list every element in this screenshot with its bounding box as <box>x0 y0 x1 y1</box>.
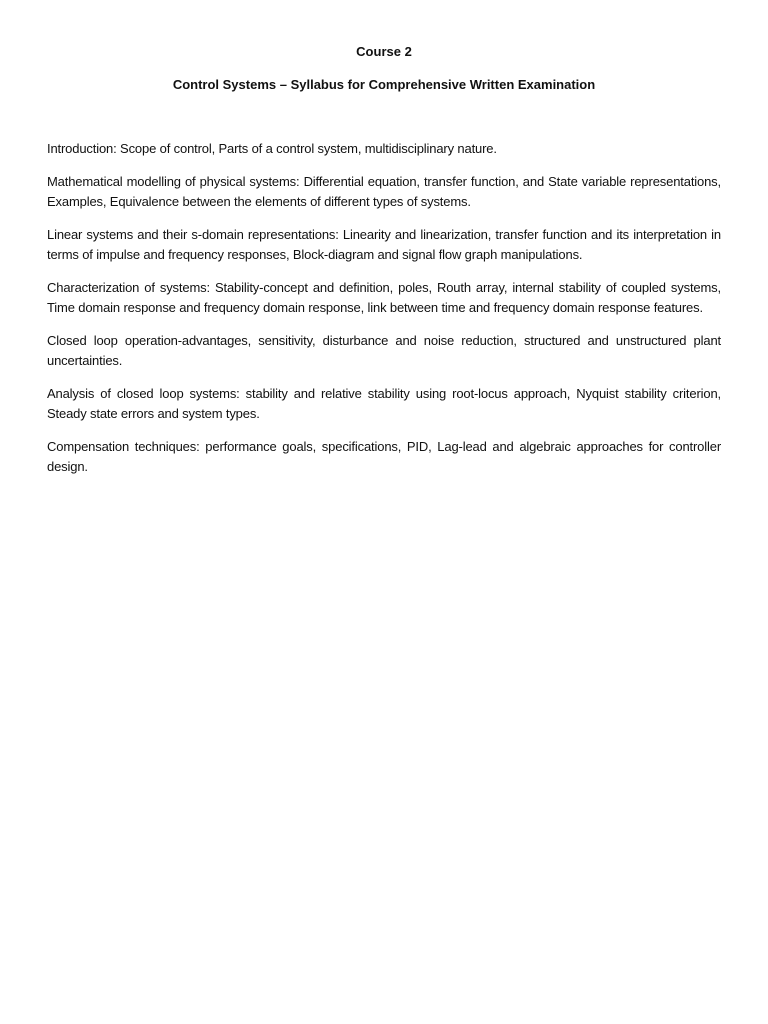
course-label: Course 2 <box>356 44 412 59</box>
section-mathematical-modelling: Mathematical modelling of physical systems: Differential equation, transfer function, and State variable representations, Examples, Equivalence between the elements of different types of systems. <box>47 173 721 209</box>
section-introduction: Introduction: Scope of control, Parts of a control system, multidisciplinary nature. <box>47 141 497 156</box>
syllabus-sections <box>47 139 721 478</box>
section-linear-systems: Linear systems and their s-domain representations: Linearity and linearization, transfer function and its interpretation in terms of impulse and frequency responses, Block-diagram and signal flow graph manipulations. <box>47 226 721 262</box>
section-closed-loop-analysis: Analysis of closed loop systems: stability and relative stability using root-locus approach, Nyquist stability criterion, Steady state errors and system types. <box>47 385 721 421</box>
section-characterization: Characterization of systems: Stability-concept and definition, poles, Routh array, internal stability of coupled systems, Time domain response and frequency domain response, link between time and frequency domain response features. <box>47 279 721 315</box>
section-closed-loop-operation: Closed loop operation-advantages, sensitivity, disturbance and noise reduction, structured and unstructured plant uncertainties. <box>47 332 721 368</box>
section-compensation-techniques: Compensation techniques: performance goals, specifications, PID, Lag-lead and algebraic approaches for controller design. <box>47 438 721 474</box>
document-title: Control Systems – Syllabus for Comprehensive Written Examination <box>172 77 596 92</box>
